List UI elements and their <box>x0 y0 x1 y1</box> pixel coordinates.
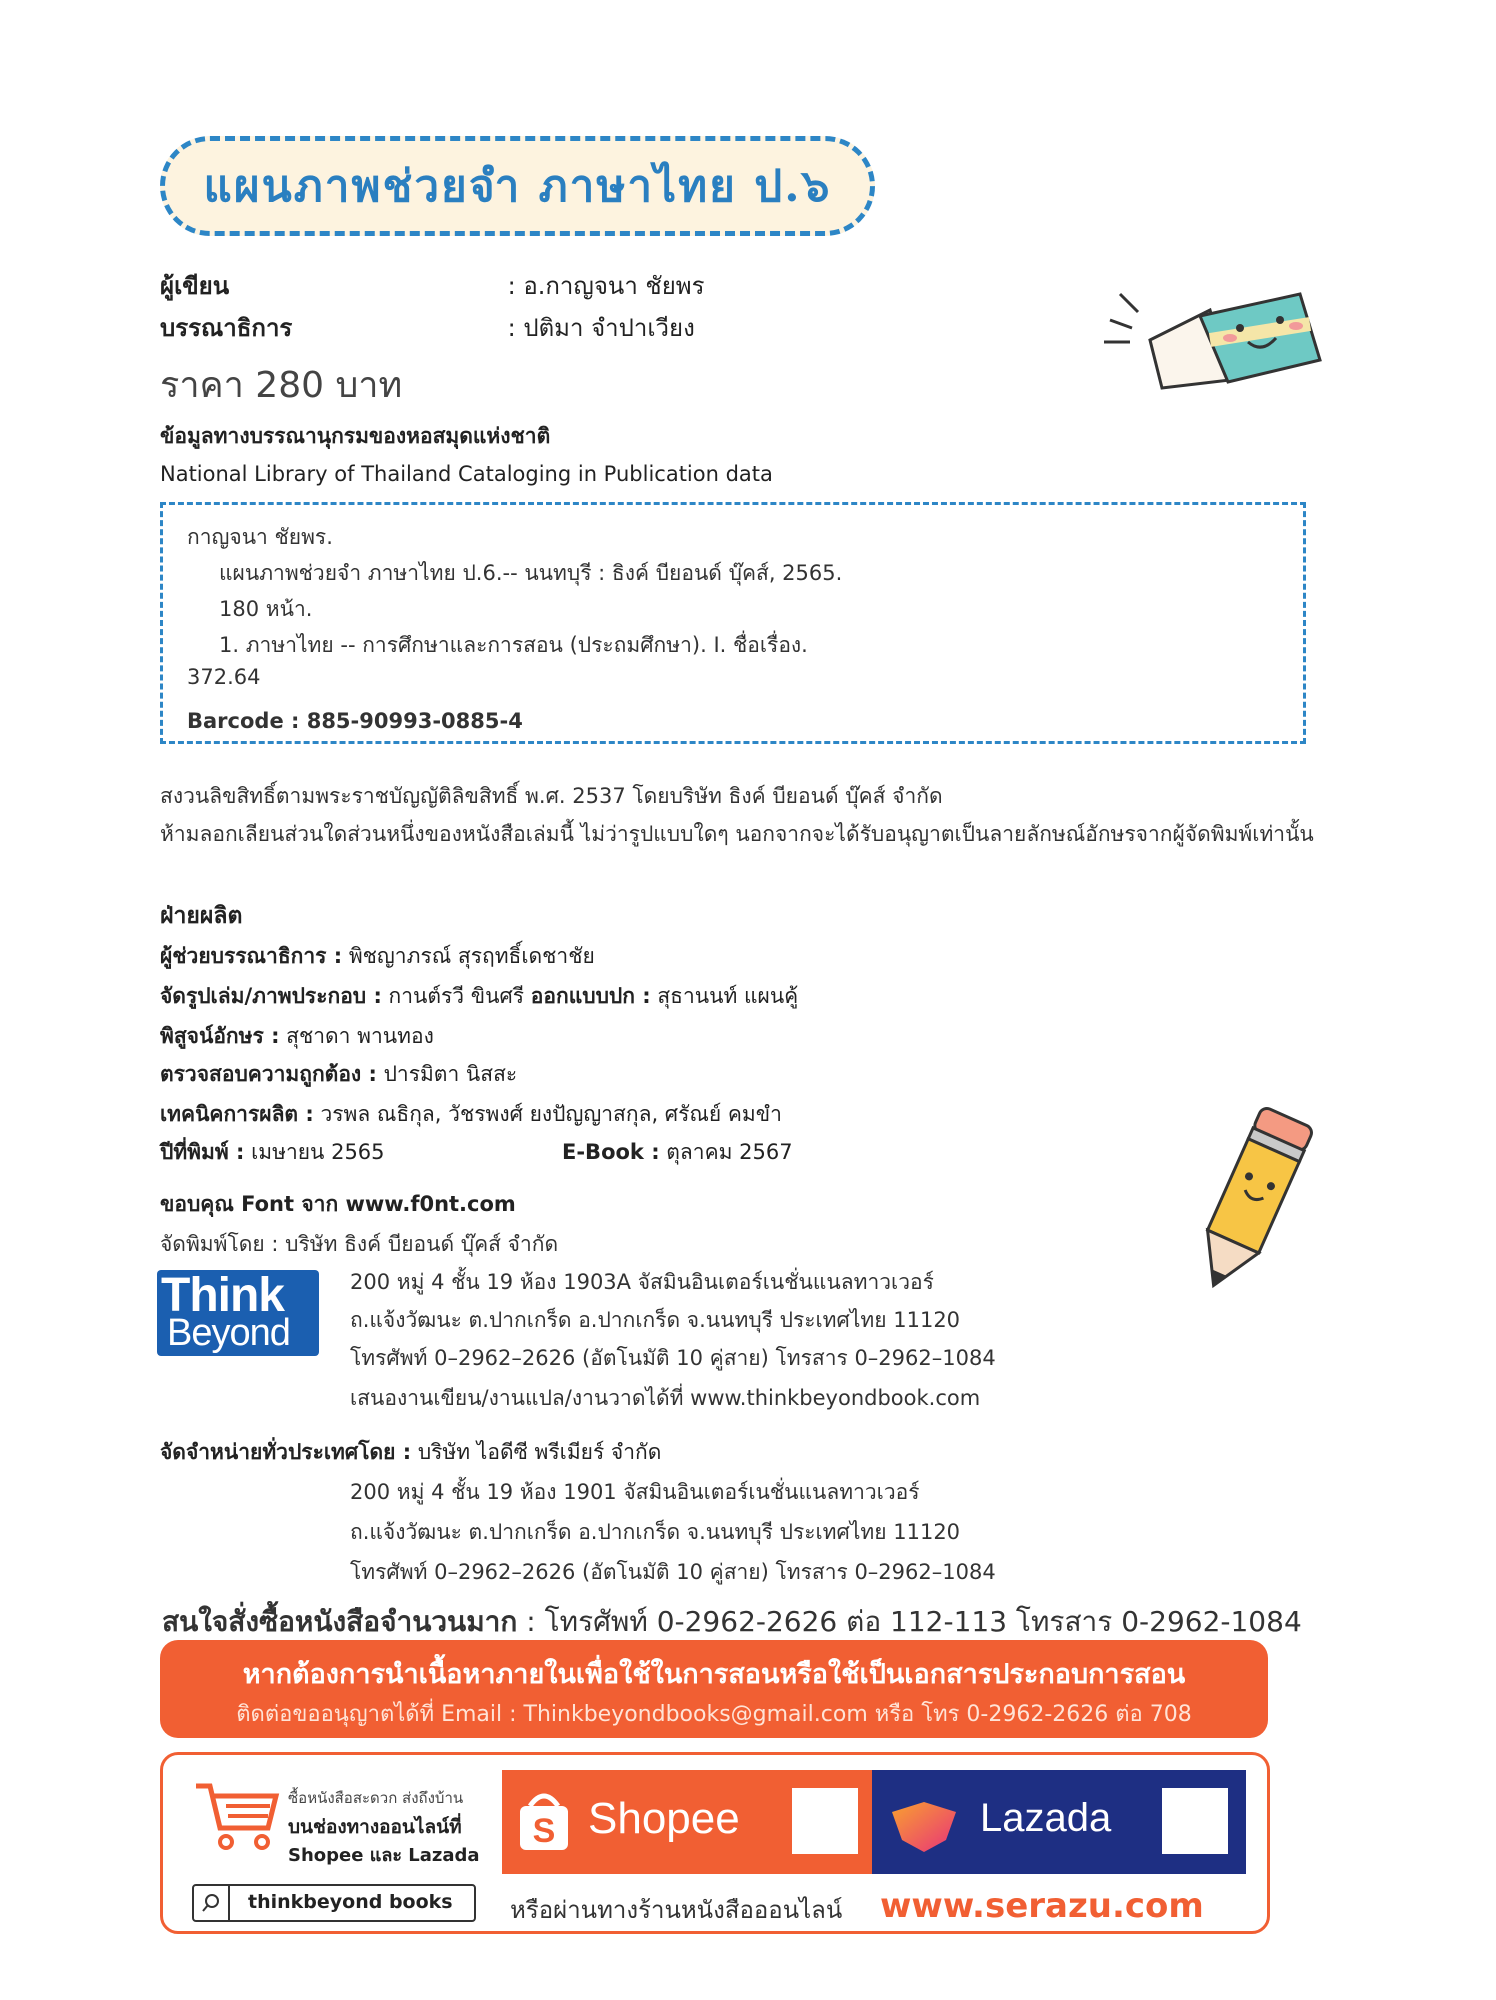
shopee-bag-icon <box>516 1788 572 1854</box>
shopee-qr-icon <box>792 1788 858 1854</box>
lazada-heart-icon <box>886 1790 962 1854</box>
distributor-row <box>160 1436 661 1469</box>
production-heading: ฝ่ายผลิต <box>160 903 243 929</box>
search-box[interactable] <box>192 1884 476 1922</box>
book-title-pill <box>160 136 875 236</box>
editor-label: บรรณาธิการ <box>160 314 293 342</box>
svg-text:S: S <box>532 1812 556 1850</box>
online-bookstore-text: หรือผ่านทางร้านหนังสือออนไลน์ <box>510 1896 843 1924</box>
publisher-address-line: ถ.แจ้งวัฒนะ ต.ปากเกร็ด อ.ปากเกร็ด จ.นนทบุรี ประเทศไทย 11120 <box>350 1308 961 1332</box>
logo-line2: Beyond <box>167 1312 290 1354</box>
cip-heading-en: National Library of Thailand Cataloging in Publication data <box>160 462 773 486</box>
check-row <box>160 1058 517 1091</box>
proof-label: พิสูจน์อักษร : <box>160 1024 280 1048</box>
bulk-order <box>162 1600 1302 1644</box>
shop-mid-text: บนช่องทางออนไลน์ที่ <box>288 1816 462 1838</box>
distributor-address-line: โทรศัพท์ 0–2962–2626 (อัตโนมัติ 10 คู่สาย) โทรสาร 0–2962–1084 <box>350 1560 996 1584</box>
proof-row <box>160 1020 434 1053</box>
cover-label: ออกแบบปก : <box>530 984 651 1008</box>
search-icon <box>194 1886 230 1920</box>
pencil-illustration <box>1180 1080 1330 1300</box>
lazada-qr-icon <box>1162 1788 1228 1854</box>
layout-value: กานต์รวี ขินศรี <box>381 984 531 1008</box>
cip-box <box>160 502 1306 744</box>
proof-value: สุชาดา พานทอง <box>279 1024 434 1048</box>
cip-line: แผนภาพช่วยจำ ภาษาไทย ป.6.-- นนทบุรี : ธิงค์ บียอนด์ บุ๊คส์, 2565. <box>219 561 843 585</box>
check-value: ปารมิตา นิสสะ <box>376 1062 518 1086</box>
asst-editor-row <box>160 940 595 973</box>
cip-line: 1. ภาษาไทย -- การศึกษาและการสอน (ประถมศึกษา). I. ชื่อเรื่อง. <box>219 633 808 657</box>
cip-line: 372.64 <box>187 665 261 689</box>
cip-heading-th: ข้อมูลทางบรรณานุกรมของหอสมุดแห่งชาติ <box>160 424 551 448</box>
logo-line1: Think <box>161 1269 284 1322</box>
teaching-permission-banner <box>160 1640 1268 1738</box>
asst-editor-label: ผู้ช่วยบรรณาธิการ : <box>160 944 343 968</box>
year-row <box>160 1136 385 1169</box>
cip-line: 180 หน้า. <box>219 597 313 621</box>
author-row <box>160 266 705 305</box>
year-label: ปีที่พิมพ์ : <box>160 1140 245 1164</box>
ebook-value: ตุลาคม 2567 <box>659 1140 793 1164</box>
search-text: thinkbeyond books <box>248 1891 453 1913</box>
layout-label: จัดรูปเล่ม/ภาพประกอบ : <box>160 984 382 1008</box>
price: ราคา 280 บาท <box>160 365 403 406</box>
distributor-address-line: ถ.แจ้งวัฒนะ ต.ปากเกร็ด อ.ปากเกร็ด จ.นนทบุรี ประเทศไทย 11120 <box>350 1520 961 1544</box>
check-label: ตรวจสอบความถูกต้อง : <box>160 1062 377 1086</box>
distributor-value: บริษัท ไอดีซี พรีเมียร์ จำกัด <box>411 1440 662 1464</box>
publisher-address-line: เสนองานเขียน/งานแปล/งานวาดได้ที่ www.thinkbeyondbook.com <box>350 1386 981 1410</box>
author-value: : อ.กาญจนา ชัยพร <box>507 272 705 300</box>
shop-small-text: ซื้อหนังสือสะดวก ส่งถึงบ้าน <box>288 1789 464 1807</box>
cip-barcode: Barcode : 885-90993-0885-4 <box>187 709 523 733</box>
cip-line: กาญจนา ชัยพร. <box>187 525 333 549</box>
shop-stores-text: Shopee และ Lazada <box>288 1845 480 1866</box>
ebook-label: E-Book : <box>562 1140 660 1164</box>
tech-row <box>160 1098 782 1131</box>
banner-line2: ติดต่อขออนุญาตได้ที่ Email : Thinkbeyondbooks@gmail.com หรือ โทร 0-2962-2626 ต่อ 708 <box>236 1702 1192 1727</box>
cart-icon <box>192 1778 280 1852</box>
author-label: ผู้เขียน <box>160 272 230 300</box>
book-title: แผนภาพช่วยจำ ภาษาไทย ป.๖ <box>203 161 832 212</box>
tech-label: เทคนิคการผลิต : <box>160 1102 314 1126</box>
lazada-label: Lazada <box>980 1796 1112 1840</box>
banner-line1: หากต้องการนำเนื้อหาภายในเพื่อใช้ในการสอนหรือใช้เป็นเอกสารประกอบการสอน <box>242 1659 1186 1690</box>
shopee-panel[interactable] <box>502 1770 872 1874</box>
editor-value: : ปติมา จำปาเวียง <box>507 314 695 342</box>
serazu-link[interactable]: www.serazu.com <box>880 1886 1204 1926</box>
cover-value: สุธานนท์ แผนคู้ <box>650 984 799 1008</box>
bulk-order-label: สนใจสั่งซื้อหนังสือจำนวนมาก <box>162 1605 518 1638</box>
ebook-row <box>562 1136 793 1169</box>
copyright-line: ห้ามลอกเลียนส่วนใดส่วนหนึ่งของหนังสือเล่มนี้ ไม่ว่ารูปแบบใดๆ นอกจากจะได้รับอนุญาตเป็นลายลักษณ์อักษรจากผู้จัดพิมพ์เท่านั้น <box>160 822 1314 846</box>
year-value: เมษายน 2565 <box>244 1140 385 1164</box>
tech-value: วรพล ณธิกุล, วัชรพงศ์ ยงปัญญาสกุล, ศรัณย์ คมขำ <box>313 1102 782 1126</box>
font-credit: ขอบคุณ Font จาก www.f0nt.com <box>160 1192 516 1216</box>
copyright-line: สงวนลิขสิทธิ์ตามพระราชบัญญัติลิขสิทธิ์ พ.ศ. 2537 โดยบริษัท ธิงค์ บียอนด์ บุ๊คส์ จำกัด <box>160 784 943 808</box>
bulk-order-value: : โทรศัพท์ 0-2962-2626 ต่อ 112-113 โทรสาร 0-2962-1084 <box>517 1605 1302 1638</box>
eraser-illustration <box>1100 280 1330 400</box>
publisher-label: จัดพิมพ์โดย : บริษัท ธิงค์ บียอนด์ บุ๊คส์ จำกัด <box>160 1232 559 1256</box>
distributor-address-line: 200 หมู่ 4 ชั้น 19 ห้อง 1901 จัสมินอินเตอร์เนชั่นแนลทาวเวอร์ <box>350 1480 920 1504</box>
think-beyond-logo <box>157 1270 319 1356</box>
lazada-panel[interactable] <box>872 1770 1246 1874</box>
layout-row <box>160 980 798 1013</box>
shopee-label: Shopee <box>588 1794 740 1843</box>
publisher-address-line: โทรศัพท์ 0–2962–2626 (อัตโนมัติ 10 คู่สาย) โทรสาร 0–2962–1084 <box>350 1346 996 1370</box>
distributor-label: จัดจำหน่ายทั่วประเทศโดย : <box>160 1440 412 1464</box>
editor-row <box>160 308 695 347</box>
publisher-address-line: 200 หมู่ 4 ชั้น 19 ห้อง 1903A จัสมินอินเตอร์เนชั่นแนลทาวเวอร์ <box>350 1270 934 1294</box>
asst-editor-value: พิชญาภรณ์ สุรฤทธิ์เดชาชัย <box>342 944 595 968</box>
